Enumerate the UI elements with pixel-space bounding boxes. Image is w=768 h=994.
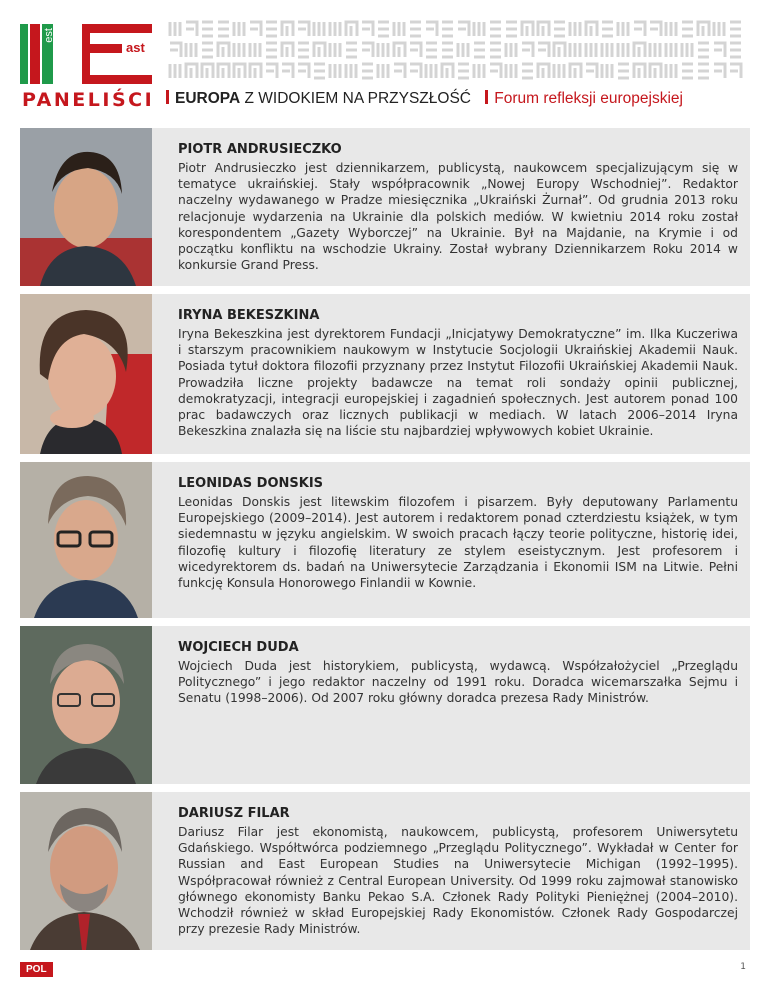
logo-ast: ast bbox=[126, 40, 145, 55]
headline-divider-2 bbox=[485, 90, 488, 104]
language-badge: POL bbox=[20, 962, 53, 977]
portrait-photo bbox=[20, 792, 152, 950]
portrait-photo bbox=[20, 128, 152, 286]
logo-e-bottom bbox=[82, 75, 152, 84]
panelist-card bbox=[20, 294, 750, 454]
panelist-bio: Leonidas Donskis jest litewskim filozofem i pisarzem. Były deputowany Parlamentu Europejskiego (2009–2014). Jest autorem i redaktorem ponad czterdziestu książek, w tym siedemnastu w języku angielskim. W swoich pracach łączy teorie polityczne, historię idei, filozofię kultury i filozofię literatury ze stylem eseistycznym. Jest profesorem i wicedyrektorem ds. badań na Uniwersytecie Zarządzania i Ekonomii ISM na Litwie. Pełni funkcję Konsula Honorowego Finlandii w Kownie. bbox=[178, 495, 738, 591]
panelist-bio: Piotr Andrusieczko jest dziennikarzem, publicystą, naukowcem specjalizującym się w tematyce ukraińskiej. Stały współpracownik „Nowej Europy Wschodniej”. Redaktor naczelny wydawanego w Pradze miesięcznika „Ukraiński Żurnał”. Od grudnia 2013 roku relacjonuje wydarzenia na Ukrainie dla polskich mediów. W kwietniu 2014 roku został korespondentem „Gazety Wyborczej” na Ukrainie. Był na Majdanie, na Krymie i od początku konfliktu na wschodzie Ukrainy. Został wybrany Dziennikarzem Roku 2014 w konkursie Grand Press. bbox=[178, 161, 738, 273]
portrait-photo bbox=[20, 462, 152, 618]
panelist-name: WOJCIECH DUDA bbox=[178, 640, 299, 655]
headline-divider bbox=[166, 90, 169, 104]
panelist-name: PIOTR ANDRUSIECZKO bbox=[178, 142, 342, 157]
panelist-card bbox=[20, 462, 750, 618]
panelist-name: DARIUSZ FILAR bbox=[178, 806, 290, 821]
brand-title: PANELIŚCI bbox=[22, 89, 155, 111]
panelist-bio: Wojciech Duda jest historykiem, publicystą, wydawcą. Współzałożyciel „Przeglądu Politycznego” i jego redaktor naczelny od 1991 roku. Doradca wicemarszałka Sejmu i Senatu (1998–2006). Od 2007 roku główny doradca prezesa Rady Ministrów. bbox=[178, 659, 738, 706]
panelist-name: IRYNA BEKESZKINA bbox=[178, 308, 320, 323]
panelist-card bbox=[20, 626, 750, 784]
panelist-bio: Iryna Bekeszkina jest dyrektorem Fundacji „Inicjatywy Demokratyczne” im. Ilka Kuczeriwa i starszym pracownikiem naukowym w Instytucie Socjologii Ukraińskiej Akademii Nauk. Posiada tytuł doktora filozofii przyznany przez Instytut Filozofii Ukraińskiej Akademii Nauk. Prowadziła liczne projekty badawcze na temat roli sondaży opinii publicznej, demokratyzacji, integracji europejskiej i zagadnień społecznych. Jest autorem ponad 100 prac badawczych oraz licznych publikacji w mediach. W latach 2006–2014 Iryna Bekeszkina znalazła się na liście stu najbardziej wpływowych kobiet Ukrainie. bbox=[178, 327, 738, 439]
logo-est: est bbox=[43, 28, 55, 43]
logo-e-top bbox=[82, 24, 152, 33]
portrait-photo bbox=[20, 626, 152, 784]
panelist-bio: Dariusz Filar jest ekonomistą, naukowcem, publicystą, profesorem Uniwersytetu Gdańskiego. Współtwórca podziemnego „Przeglądu Politycznego”. Wykładał w Center for Russian and East European Studies na Uniwersytecie Michigan (1992–1995). Współpracował również z Central European University. Od 1999 roku zajmował stanowisko głównego ekonomisty Banku Pekao S.A. Członek Rady Polityki Pieniężnej (2004–2010). Wchodził również w skład Europejskiej Rady Ekonomistów. Członek Rady Gospodarczej przy prezesie Rady Ministrów. bbox=[178, 825, 738, 937]
panelist-card bbox=[20, 128, 750, 286]
logo-bar-red bbox=[30, 24, 40, 84]
forum-label: Forum refleksji europejskiej bbox=[494, 90, 683, 107]
headline-rest: Z WIDOKIEM NA PRZYSZŁOŚĆ bbox=[240, 90, 471, 107]
portrait-photo bbox=[20, 294, 152, 454]
decorative-pattern bbox=[168, 20, 748, 80]
logo bbox=[20, 24, 155, 84]
headline bbox=[166, 90, 683, 108]
page-number: 1 bbox=[740, 962, 746, 972]
logo-e-mid bbox=[82, 44, 122, 53]
panelist-name: LEONIDAS DONSKIS bbox=[178, 476, 324, 491]
panelist-card bbox=[20, 792, 750, 950]
headline-bold: EUROPA bbox=[175, 90, 241, 107]
logo-bar-green bbox=[20, 24, 28, 84]
